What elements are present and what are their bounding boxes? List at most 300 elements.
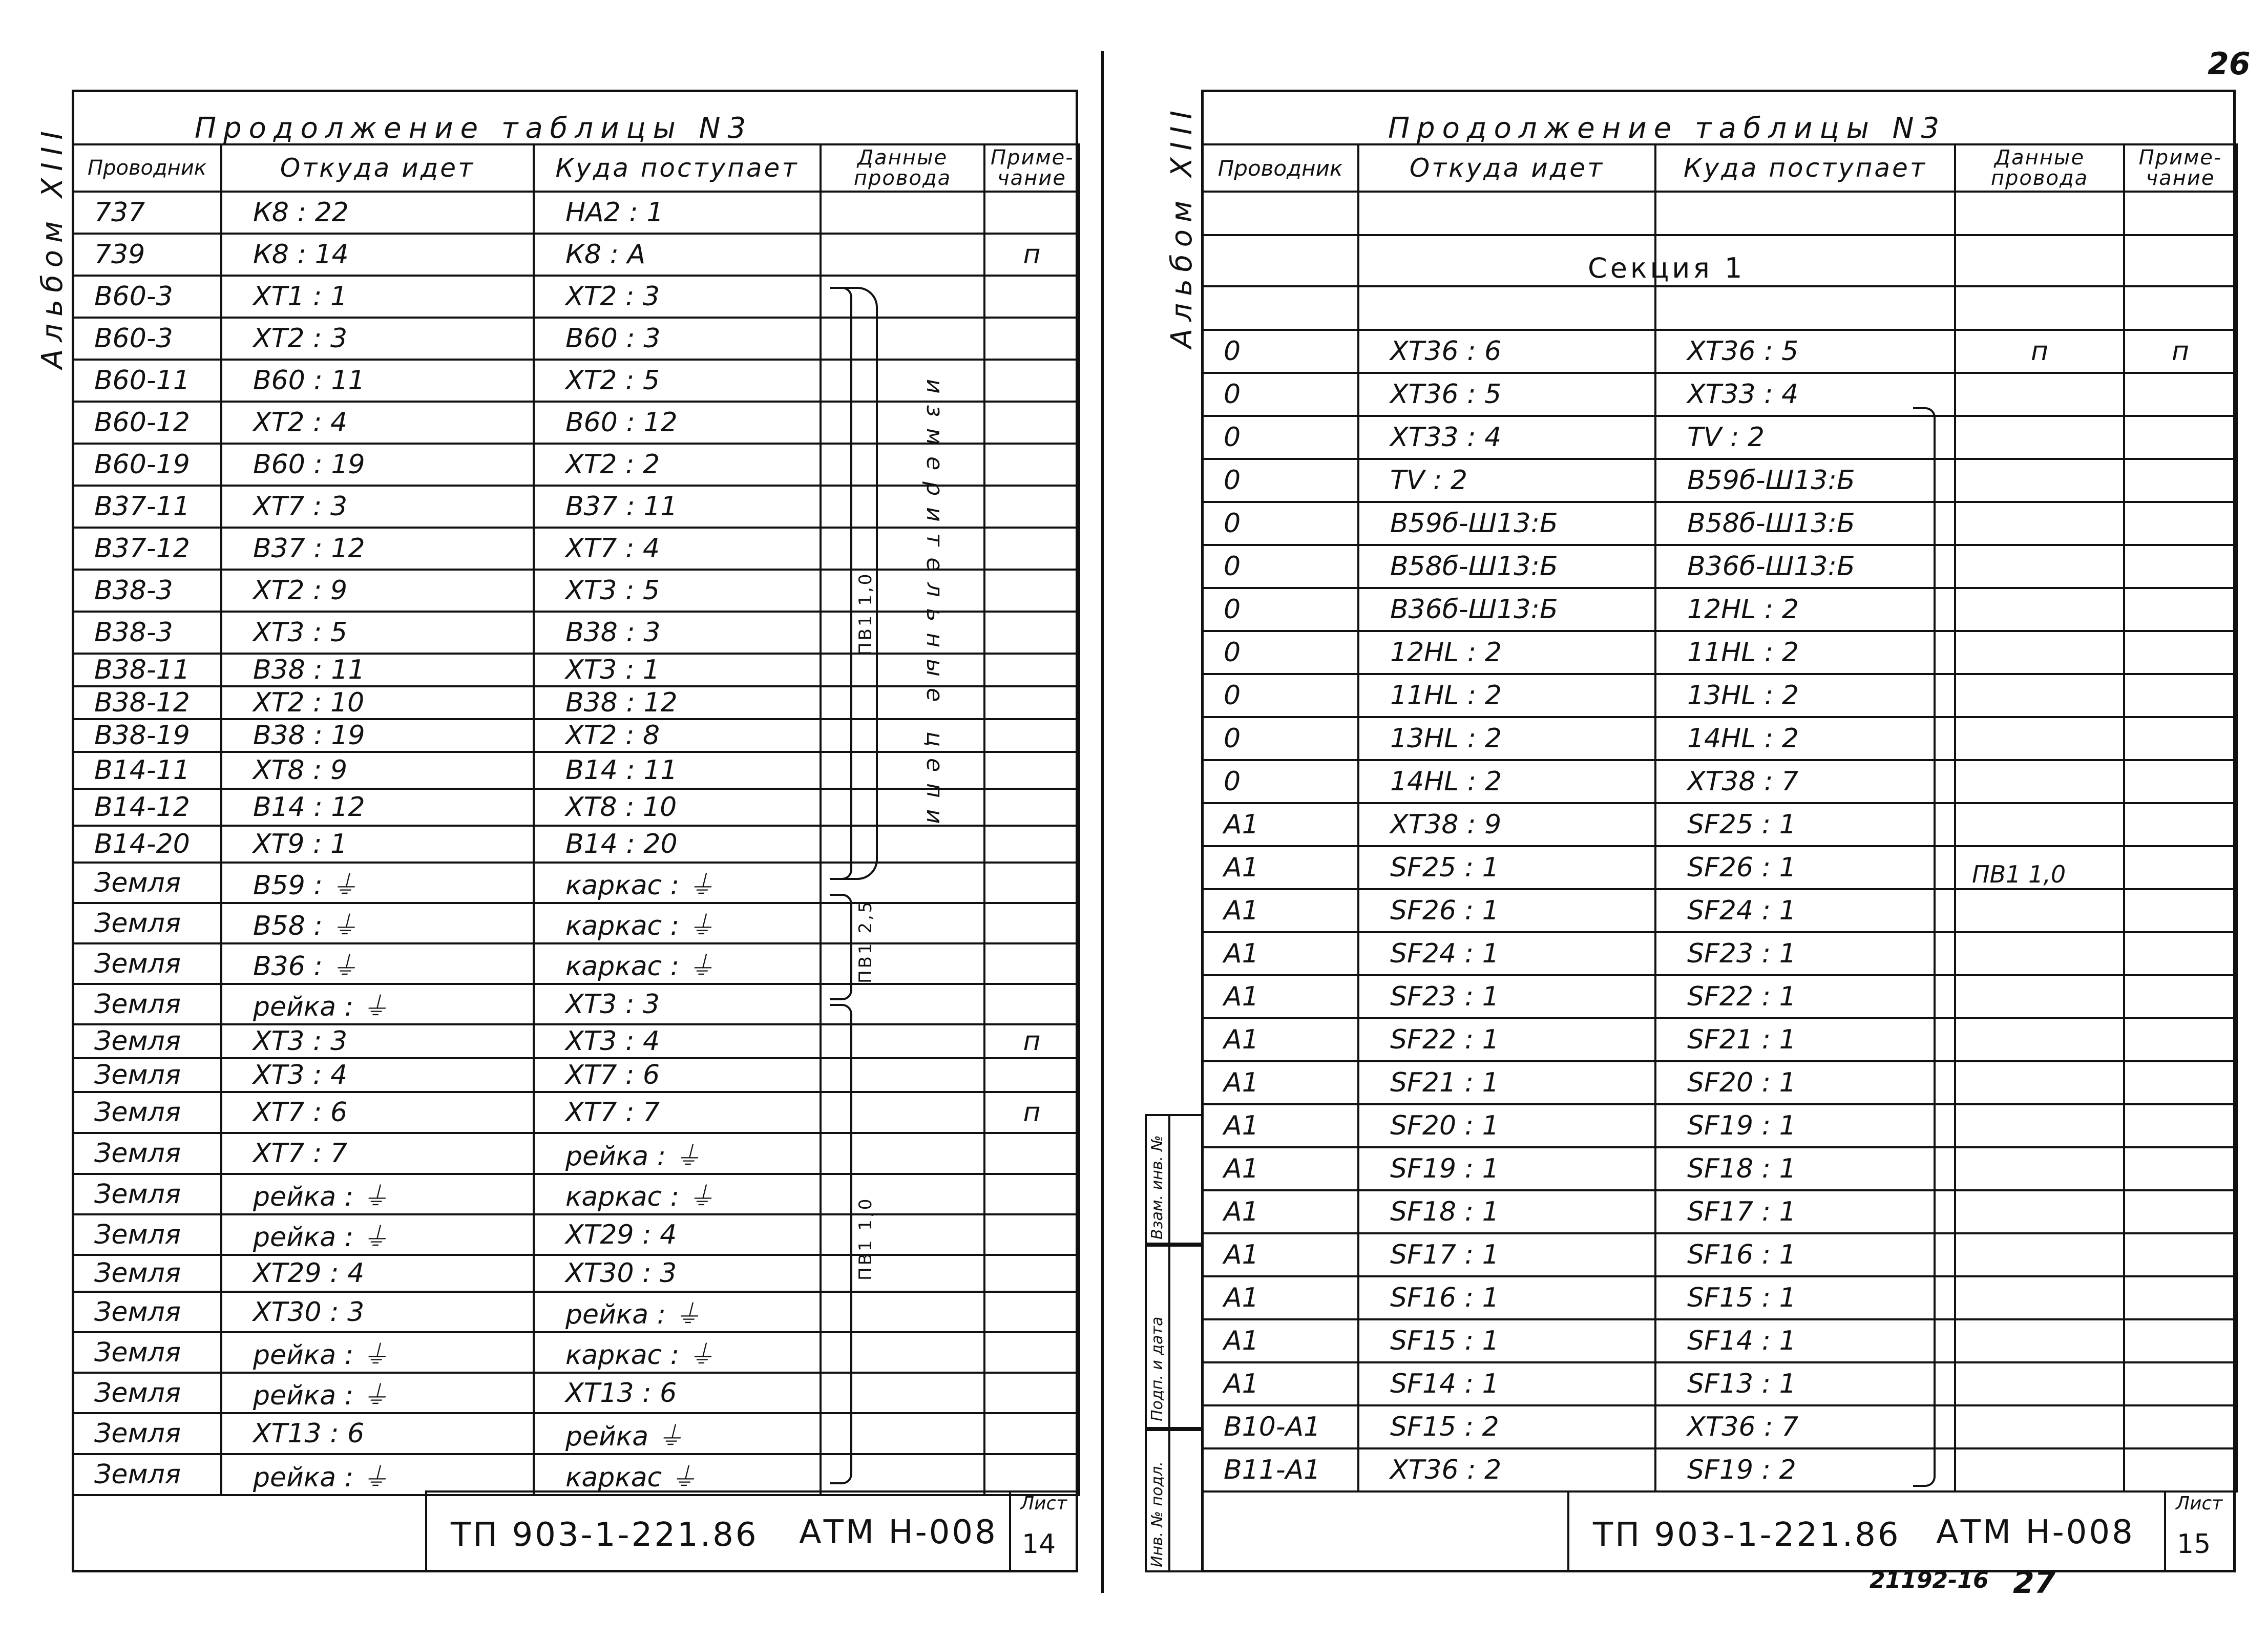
cell-to: SF13 : 1 [1655, 1362, 1955, 1405]
cell-conductor: Земля [73, 1024, 221, 1058]
cell-conductor: А1 [1202, 1104, 1358, 1147]
cell-conductor: Земля [73, 1058, 221, 1092]
cell-note [984, 943, 1079, 984]
cell-note [2124, 1405, 2237, 1448]
cell-conductor: В60-11 [73, 360, 221, 402]
cell-from: SF17 : 1 [1358, 1233, 1655, 1276]
cell-to: ХТ38 : 7 [1655, 760, 1955, 803]
cell-to: ХТ3 : 4 [534, 1024, 821, 1058]
right-stamp-doc: АТМ Н-008 [1936, 1514, 2135, 1551]
right-album-label: Альбом XIII [1165, 103, 1199, 348]
table-row [1202, 1362, 2237, 1405]
cell-to: В59б-Ш13:Б [1655, 459, 1955, 502]
cell-conductor: Земля [73, 984, 221, 1024]
right-sheet-number: 15 [2177, 1529, 2211, 1560]
cell-to: TV : 2 [1655, 416, 1955, 459]
cell-to: SF14 : 1 [1655, 1319, 1955, 1362]
cell-to: каркас : ⏚ [534, 863, 821, 903]
cell-conductor: А1 [1202, 1147, 1358, 1190]
header-from: Откуда идет [221, 144, 534, 192]
cell-to: каркас : ⏚ [534, 943, 821, 984]
cell-from: ХТ8 : 9 [221, 752, 534, 789]
cell-conductor: А1 [1202, 803, 1358, 846]
cell-note [984, 486, 1079, 528]
cell-to: рейка : ⏚ [534, 1133, 821, 1174]
cell-note [2124, 416, 2237, 459]
brace-wire-group-2 [830, 894, 852, 1000]
cell-conductor: В37-11 [73, 486, 221, 528]
cell-wire-data [821, 234, 984, 276]
cell-to: 12HL : 2 [1655, 588, 1955, 631]
cell-to: ХТ7 : 4 [534, 528, 821, 570]
cell-conductor: В11-А1 [1202, 1448, 1358, 1491]
cell-to: ХТ3 : 5 [534, 570, 821, 612]
table-row [1202, 588, 2237, 631]
margin-label-inventory: Инв. № подл. [1148, 1461, 1166, 1567]
cell-wire-data [1955, 545, 2124, 588]
cell-from: В58 : ⏚ [221, 903, 534, 943]
cell-from: 11HL : 2 [1358, 674, 1655, 717]
cell-note [984, 863, 1079, 903]
cell-conductor: В14-12 [73, 789, 221, 826]
table-row [73, 318, 1079, 360]
cell-from: рейка : ⏚ [221, 1332, 534, 1373]
left-stamp-doc: АТМ Н-008 [799, 1514, 998, 1551]
cell-note [2124, 1276, 2237, 1319]
cell-conductor: Земля [73, 1332, 221, 1373]
cell-to: ХТ3 : 3 [534, 984, 821, 1024]
cell-wire-data [1955, 1147, 2124, 1190]
cell-from: SF18 : 1 [1358, 1190, 1655, 1233]
table-row [73, 1058, 1079, 1092]
cell-to: SF21 : 1 [1655, 1018, 1955, 1061]
cell-to: SF15 : 1 [1655, 1276, 1955, 1319]
cell-note [984, 444, 1079, 486]
table-row [1202, 975, 2237, 1018]
cell-from: SF21 : 1 [1358, 1061, 1655, 1104]
table-row [1202, 1319, 2237, 1362]
cell-note [984, 1413, 1079, 1454]
table-row [73, 943, 1079, 984]
cell-conductor: В38-3 [73, 570, 221, 612]
cell-conductor: В14-20 [73, 826, 221, 863]
cell-to: каркас : ⏚ [534, 903, 821, 943]
cell-from: В38 : 19 [221, 719, 534, 752]
cell-wire-data [1955, 803, 2124, 846]
cell-note [2124, 760, 2237, 803]
table-row [1202, 932, 2237, 975]
cell-from: SF24 : 1 [1358, 932, 1655, 975]
cell-note [984, 719, 1079, 752]
cell-from: TV : 2 [1358, 459, 1655, 502]
cell-to: В38 : 3 [534, 612, 821, 654]
cell-from: ХТ38 : 9 [1358, 803, 1655, 846]
cell-conductor: 739 [73, 234, 221, 276]
table-row [73, 276, 1079, 318]
cell-note [984, 903, 1079, 943]
cell-note [984, 789, 1079, 826]
cell-conductor: 0 [1202, 330, 1358, 373]
table-row [73, 234, 1079, 276]
cell-from: В59б-Ш13:Б [1358, 502, 1655, 545]
cell-to: 14HL : 2 [1655, 717, 1955, 760]
cell-from: В36 : ⏚ [221, 943, 534, 984]
cell-conductor: Земля [73, 1454, 221, 1495]
cell-wire-data [1955, 717, 2124, 760]
cell-wire-data [1955, 631, 2124, 674]
table-row [1202, 1405, 2237, 1448]
cell-from: ХТ30 : 3 [221, 1292, 534, 1332]
cell-conductor: 0 [1202, 760, 1358, 803]
table-row [1202, 674, 2237, 717]
cell-from: SF25 : 1 [1358, 846, 1655, 889]
cell-to: SF25 : 1 [1655, 803, 1955, 846]
cell-note [984, 1454, 1079, 1495]
cell-to: ХТ30 : 3 [534, 1255, 821, 1292]
cell-wire-data [1955, 1061, 2124, 1104]
cell-to: ХТ2 : 5 [534, 360, 821, 402]
cell-from: ХТ2 : 9 [221, 570, 534, 612]
cell-to: SF16 : 1 [1655, 1233, 1955, 1276]
cell-conductor: 0 [1202, 717, 1358, 760]
cell-note [984, 612, 1079, 654]
left-sheet-label: Лист [1020, 1493, 1067, 1514]
cell-from: SF26 : 1 [1358, 889, 1655, 932]
cell-note [2124, 717, 2237, 760]
cell-conductor: Земля [73, 1413, 221, 1454]
cell-from: ХТ2 : 4 [221, 402, 534, 444]
cell-from: SF23 : 1 [1358, 975, 1655, 1018]
cell-from: SF22 : 1 [1358, 1018, 1655, 1061]
cell-note [984, 1174, 1079, 1214]
cell-wire-data [1955, 975, 2124, 1018]
table-row [1202, 459, 2237, 502]
cell-to: каркас ⏚ [534, 1454, 821, 1495]
cell-conductor: Земля [73, 863, 221, 903]
cell-note [2124, 1319, 2237, 1362]
cell-note [984, 1133, 1079, 1174]
cell-conductor: 0 [1202, 416, 1358, 459]
table-row [1202, 760, 2237, 803]
cell-conductor: 737 [73, 192, 221, 234]
bottom-code: 21192-16 [1870, 1567, 1989, 1593]
cell-conductor: Земля [73, 1133, 221, 1174]
cell-from: ХТ7 : 3 [221, 486, 534, 528]
cell-wire-data [1955, 1319, 2124, 1362]
cell-from: SF19 : 1 [1358, 1147, 1655, 1190]
cell-to: В14 : 20 [534, 826, 821, 863]
cell-note [984, 752, 1079, 789]
left-table-title: Продолжение таблицы N3 [195, 112, 753, 145]
cell-to: рейка : ⏚ [534, 1292, 821, 1332]
brace-right-wire-group [1913, 407, 1936, 1487]
cell-note [984, 1373, 1079, 1413]
right-table-title: Продолжение таблицы N3 [1388, 112, 1947, 145]
cell-conductor: Земля [73, 903, 221, 943]
cell-to: ХТ2 : 3 [534, 276, 821, 318]
cell-wire-data [1955, 1405, 2124, 1448]
header-conductor: Проводник [73, 144, 221, 192]
cell-conductor: А1 [1202, 975, 1358, 1018]
table-row [1202, 545, 2237, 588]
cell-conductor: 0 [1202, 545, 1358, 588]
cell-conductor: Земля [73, 1092, 221, 1133]
cell-note [2124, 1104, 2237, 1147]
cell-note [984, 654, 1079, 686]
cell-conductor: Земля [73, 1174, 221, 1214]
header-wire-data: Данные провода [821, 144, 984, 192]
cell-wire-data [1955, 373, 2124, 416]
cell-conductor: А1 [1202, 1276, 1358, 1319]
table-row [73, 1454, 1079, 1495]
cell-to: SF19 : 1 [1655, 1104, 1955, 1147]
table-row [73, 1174, 1079, 1214]
header-from: Откуда идет [1358, 144, 1655, 192]
margin-label-signature: Подп. и дата [1148, 1316, 1166, 1421]
cell-wire-data [1955, 502, 2124, 545]
cell-conductor: В38-3 [73, 612, 221, 654]
header-conductor: Проводник [1202, 144, 1358, 192]
table-row [73, 1133, 1079, 1174]
cell-from: SF15 : 2 [1358, 1405, 1655, 1448]
cell-to: SF22 : 1 [1655, 975, 1955, 1018]
cell-wire-data [1955, 889, 2124, 932]
cell-note [984, 1332, 1079, 1373]
cell-from: В58б-Ш13:Б [1358, 545, 1655, 588]
cell-to: SF23 : 1 [1655, 932, 1955, 975]
cell-from: В60 : 19 [221, 444, 534, 486]
table-row [1202, 717, 2237, 760]
right-header-row [1202, 144, 2237, 192]
cell-conductor: В60-3 [73, 318, 221, 360]
cell-wire-data [1955, 416, 2124, 459]
cell-conductor: 0 [1202, 373, 1358, 416]
cell-to: В36б-Ш13:Б [1655, 545, 1955, 588]
cell-wire-data [1955, 1233, 2124, 1276]
cell-conductor: А1 [1202, 1362, 1358, 1405]
cell-note [2124, 588, 2237, 631]
cell-conductor: Земля [73, 1373, 221, 1413]
cell-to: ХТ36 : 7 [1655, 1405, 1955, 1448]
cell-to: SF20 : 1 [1655, 1061, 1955, 1104]
cell-from: В38 : 11 [221, 654, 534, 686]
cell-note [2124, 1061, 2237, 1104]
brace-wire-group-3 [830, 1004, 852, 1484]
cell-conductor: Земля [73, 1292, 221, 1332]
cell-from: В60 : 11 [221, 360, 534, 402]
cell-note [2124, 1147, 2237, 1190]
cell-to: В37 : 11 [534, 486, 821, 528]
cell-conductor: 0 [1202, 459, 1358, 502]
cell-note [984, 984, 1079, 1024]
cell-wire-data [1955, 588, 2124, 631]
cell-to: К8 : А [534, 234, 821, 276]
cell-to: 11HL : 2 [1655, 631, 1955, 674]
cell-from: ХТ7 : 6 [221, 1092, 534, 1133]
cell-wire-data [1955, 459, 2124, 502]
table-row [1202, 416, 2237, 459]
cell-to: каркас : ⏚ [534, 1332, 821, 1373]
cell-note [2124, 674, 2237, 717]
cell-conductor: Земля [73, 1214, 221, 1255]
cell-note [984, 1058, 1079, 1092]
wire-note-left-3: ПВ1 1,0 [855, 1196, 876, 1280]
cell-conductor: А1 [1202, 932, 1358, 975]
cell-note [984, 1255, 1079, 1292]
table-row [73, 984, 1079, 1024]
cell-wire-data [1955, 674, 2124, 717]
header-note: Приме-чание [2124, 144, 2237, 192]
table-row [1202, 1233, 2237, 1276]
cell-to: ХТ36 : 5 [1655, 330, 1955, 373]
cell-note [2124, 631, 2237, 674]
cell-to: В14 : 11 [534, 752, 821, 789]
cell-note [2124, 459, 2237, 502]
cell-to: В60 : 12 [534, 402, 821, 444]
cell-wire-data [1955, 1190, 2124, 1233]
cell-conductor: В60-12 [73, 402, 221, 444]
cell-note: п [984, 1092, 1079, 1133]
cell-from: ХТ2 : 3 [221, 318, 534, 360]
table-row [73, 1413, 1079, 1454]
header-to: Куда поступает [1655, 144, 1955, 192]
wire-note-left-2: ПВ1 2,5 [855, 899, 876, 983]
brace-wire-group-1 [830, 287, 852, 880]
cell-from: В14 : 12 [221, 789, 534, 826]
cell-from: 13HL : 2 [1358, 717, 1655, 760]
margin-label-replacement: Взам. инв. № [1148, 1135, 1166, 1239]
cell-to: В38 : 12 [534, 686, 821, 719]
cell-from: В36б-Ш13:Б [1358, 588, 1655, 631]
cell-note [984, 686, 1079, 719]
table-row [1202, 803, 2237, 846]
header-to: Куда поступает [534, 144, 821, 192]
cell-to: SF26 : 1 [1655, 846, 1955, 889]
table-row [1202, 1448, 2237, 1491]
cell-note [2124, 846, 2237, 889]
cell-to: В58б-Ш13:Б [1655, 502, 1955, 545]
cell-from: SF20 : 1 [1358, 1104, 1655, 1147]
cell-from: ХТ36 : 5 [1358, 373, 1655, 416]
cell-from: SF14 : 1 [1358, 1362, 1655, 1405]
cell-note [2124, 932, 2237, 975]
left-album-label: Альбом XIII [36, 124, 69, 369]
cell-to: ХТ2 : 2 [534, 444, 821, 486]
cell-conductor: 0 [1202, 674, 1358, 717]
cell-from: SF15 : 1 [1358, 1319, 1655, 1362]
cell-from: 12HL : 2 [1358, 631, 1655, 674]
cell-conductor: В38-11 [73, 654, 221, 686]
cell-conductor: 0 [1202, 502, 1358, 545]
cell-conductor: В14-11 [73, 752, 221, 789]
cell-note [2124, 975, 2237, 1018]
cell-note [984, 826, 1079, 863]
table-row [1202, 1147, 2237, 1190]
corner-mark: 26 [2208, 46, 2251, 82]
cell-note [2124, 1448, 2237, 1491]
table-row [1202, 502, 2237, 545]
cell-conductor: А1 [1202, 1061, 1358, 1104]
wire-note-left-1: ПВ1 1,0 [855, 572, 876, 656]
cell-to: ХТ29 : 4 [534, 1214, 821, 1255]
cell-from: ХТ3 : 3 [221, 1024, 534, 1058]
table-row [1202, 1104, 2237, 1147]
table-row [1202, 1276, 2237, 1319]
header-note: Приме-чание [984, 144, 1079, 192]
cell-conductor: В60-19 [73, 444, 221, 486]
table-row [1202, 286, 2237, 330]
cell-wire-data [821, 192, 984, 234]
cell-to: 13HL : 2 [1655, 674, 1955, 717]
cell-from: рейка : ⏚ [221, 984, 534, 1024]
cell-wire-data [1955, 1104, 2124, 1147]
cell-note [2124, 502, 2237, 545]
cell-note [2124, 1190, 2237, 1233]
cell-note [984, 1214, 1079, 1255]
cell-to: ХТ33 : 4 [1655, 373, 1955, 416]
cell-from: рейка : ⏚ [221, 1454, 534, 1495]
cell-to: ХТ13 : 6 [534, 1373, 821, 1413]
cell-wire-data [1955, 932, 2124, 975]
table-row [1202, 1061, 2237, 1104]
cell-note [2124, 1233, 2237, 1276]
cell-conductor: А1 [1202, 1319, 1358, 1362]
cell-from: 14HL : 2 [1358, 760, 1655, 803]
left-sheet-number: 14 [1022, 1529, 1056, 1560]
cell-from: ХТ3 : 4 [221, 1058, 534, 1092]
cell-conductor: В10-А1 [1202, 1405, 1358, 1448]
cell-conductor: А1 [1202, 1018, 1358, 1061]
cell-from: ХТ1 : 1 [221, 276, 534, 318]
table-row [1202, 846, 2237, 889]
cell-to: В60 : 3 [534, 318, 821, 360]
cell-conductor: В37-12 [73, 528, 221, 570]
cell-from: рейка : ⏚ [221, 1174, 534, 1214]
page-divider [1101, 51, 1104, 1593]
cell-to: ХТ7 : 6 [534, 1058, 821, 1092]
cell-conductor: В60-3 [73, 276, 221, 318]
cell-to: SF17 : 1 [1655, 1190, 1955, 1233]
cell-conductor: Земля [73, 943, 221, 984]
cell-wire-data [1955, 1276, 2124, 1319]
cell-note [2124, 1362, 2237, 1405]
table-row [73, 1024, 1079, 1058]
cell-conductor: 0 [1202, 588, 1358, 631]
cell-from: В59 : ⏚ [221, 863, 534, 903]
cell-conductor: Земля [73, 1255, 221, 1292]
cell-from: К8 : 14 [221, 234, 534, 276]
cell-to: SF18 : 1 [1655, 1147, 1955, 1190]
section-title: Секция 1 [1588, 252, 1746, 284]
right-stamp-code: ТП 903-1-221.86 [1593, 1516, 1901, 1554]
circuit-note: измерительные цепи [921, 379, 948, 835]
cell-from: ХТ7 : 7 [221, 1133, 534, 1174]
cell-from: К8 : 22 [221, 192, 534, 234]
cell-note [984, 1292, 1079, 1332]
cell-to: рейка ⏚ [534, 1413, 821, 1454]
table-row [73, 1255, 1079, 1292]
table-row [73, 1214, 1079, 1255]
cell-note [984, 402, 1079, 444]
cell-to: НА2 : 1 [534, 192, 821, 234]
cell-note [984, 192, 1079, 234]
cell-conductor: А1 [1202, 889, 1358, 932]
cell-note [984, 360, 1079, 402]
cell-wire-data [1955, 760, 2124, 803]
table-row [73, 1092, 1079, 1133]
cell-from: ХТ2 : 10 [221, 686, 534, 719]
cell-from: ХТ29 : 4 [221, 1255, 534, 1292]
